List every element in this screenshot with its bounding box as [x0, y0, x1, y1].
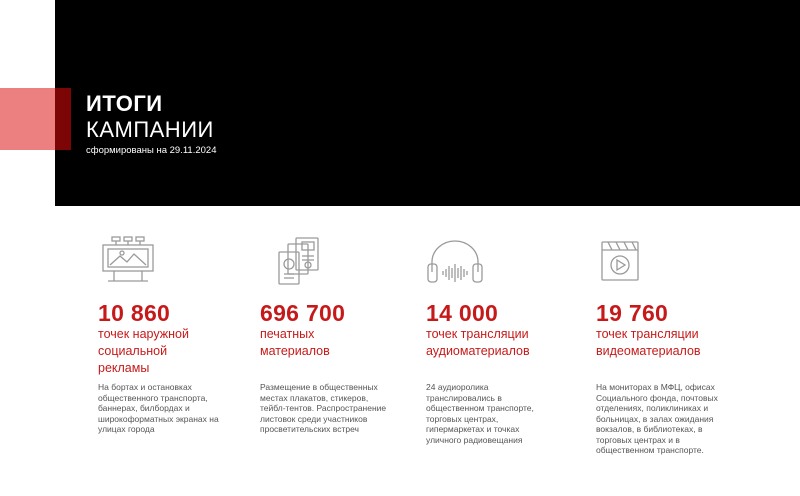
printed-materials-icon: [276, 236, 322, 288]
headphones-icon: [426, 238, 484, 286]
stat-number-video: 19 760: [596, 300, 669, 326]
billboard-icon: [100, 236, 156, 282]
accent-block-dark: [55, 88, 71, 150]
stat-description-outdoor: На бортах и остановках общественного транспорта, баннерах, билбордах и широкоформатных экранах на улицах города: [98, 382, 219, 434]
video-icon: [600, 240, 640, 282]
stat-label-audio: точек трансляции аудиоматериалов: [426, 327, 530, 358]
page-subtitle: сформированы на 29.11.2024: [86, 145, 217, 156]
stat-description-video: На мониторах в МФЦ, офисах Социального фонда, почтовых отделениях, поликлиниках и больницах, в залах ожидания вокзалов, в библиотеках, в торговых центрах и в общественном транспорте.: [596, 382, 718, 455]
stat-label-outdoor: точек наружной социальной рекламы: [98, 327, 189, 375]
header-banner: [55, 0, 800, 206]
stat-number-printed: 696 700: [260, 300, 346, 326]
accent-block-light: [0, 88, 55, 150]
stat-description-printed: Размещение в общественных местах плакатов, стикеров, тейбл-тентов. Распространение листовок среди участников просветительских встреч: [260, 382, 387, 434]
stat-label-printed: печатных материалов: [260, 327, 330, 358]
page-title-line1: ИТОГИ: [86, 91, 163, 116]
stat-number-outdoor: 10 860: [98, 300, 171, 326]
stat-number-audio: 14 000: [426, 300, 499, 326]
stat-label-video: точек трансляции видеоматериалов: [596, 327, 701, 358]
page-title-line2: КАМПАНИИ: [86, 117, 214, 142]
stat-description-audio: 24 аудиоролика транслировались в общественном транспорте, торговых центрах, гипермаркетах и точках уличного радиовещания: [426, 382, 534, 445]
